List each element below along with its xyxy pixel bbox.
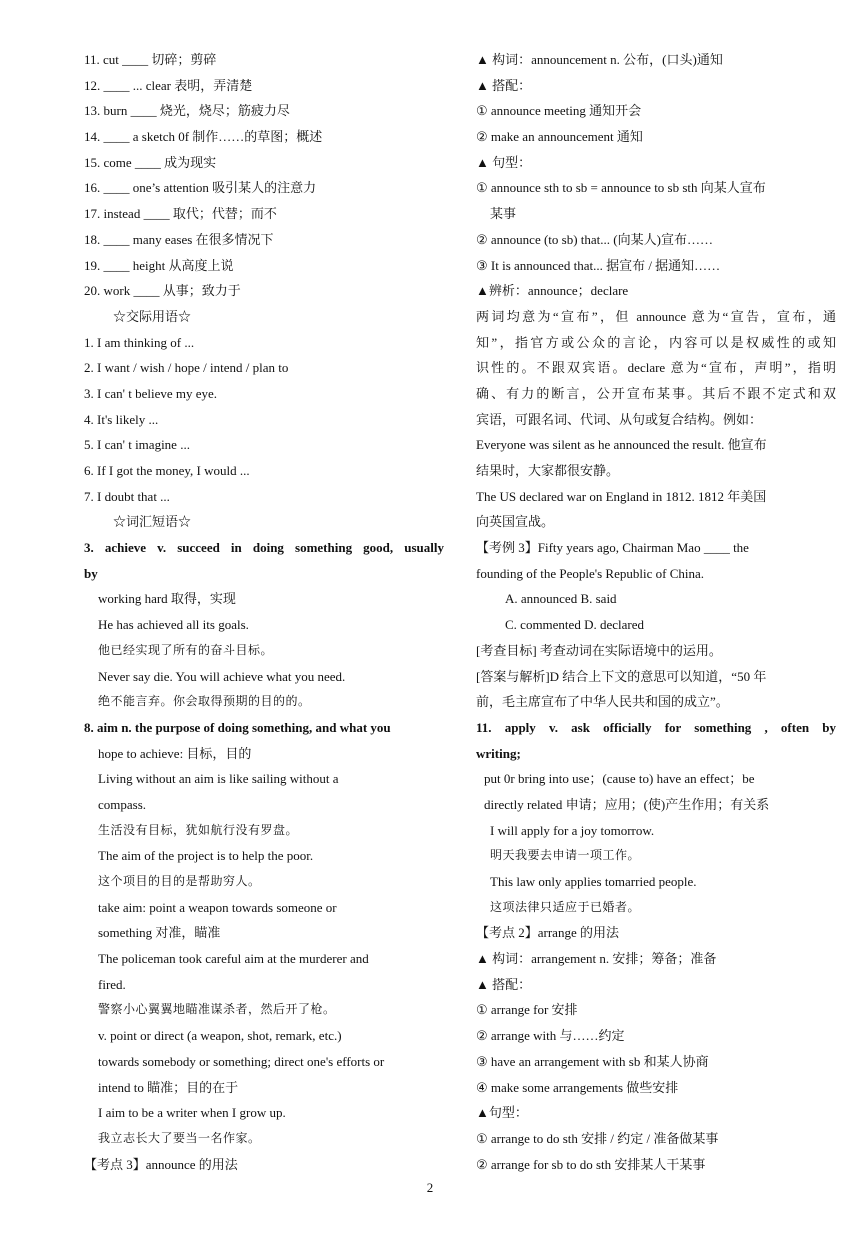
text-line: fired. (98, 976, 126, 992)
text-line: 15. come ____ 成为现实 (84, 154, 217, 170)
text-line: 警察小心翼翼地瞄准谋杀者，然后开了枪。 (98, 1002, 336, 1017)
text-line: 【考例 3】Fifty years ago, Chairman Mao ____ the (476, 540, 749, 556)
text-line: C. commented D. declared (505, 617, 644, 633)
text-line: ▲句型： (476, 1105, 528, 1121)
text-line: intend to 瞄准；目的在于 (98, 1079, 239, 1095)
text-line: 前，毛主席宣布了中华人民共和国的成立”。 (476, 694, 729, 710)
text-line: 6. If I got the money, I would ... (84, 463, 250, 478)
text-line: 13. burn ____ 烧光，烧尽；筋疲力尽 (84, 103, 290, 119)
text-line: 明天我要去申请一项工作。 (490, 848, 641, 863)
text-line: 绝不能言弃。你会取得预期的目的的。 (98, 694, 311, 709)
text-line: 7. I doubt that ... (84, 488, 170, 504)
text-line: ① arrange for 安排 (476, 1002, 578, 1018)
text-line: Living without an aim is like sailing without a (98, 771, 339, 787)
text-line: by (84, 565, 98, 581)
text-line: 识性的。不跟双宾语。declare 意为“宣布，声明”，指明 (476, 360, 836, 376)
text-line: The policeman took careful aim at the murderer and (98, 951, 369, 967)
text-line: founding of the People's Republic of China. (476, 565, 705, 581)
text-line: take aim: point a weapon towards someone or (98, 899, 337, 915)
text-line: ▲ 句型： (476, 154, 532, 170)
text-line: This law only applies tomarried people. (490, 874, 697, 889)
text-line: ② make an announcement 通知 (476, 129, 643, 145)
text-line: 17. instead ____ 取代；代替；而不 (84, 206, 277, 222)
section-heading: ☆交际用语☆ (113, 308, 192, 324)
text-line: The aim of the project is to help the poor. (98, 848, 314, 864)
text-line: ① announce meeting 通知开会 (476, 103, 642, 119)
text-line: 我立志长大了要当一名作家。 (98, 1130, 261, 1145)
text-line: He has achieved all its goals. (98, 617, 249, 633)
text-line: 确、有力的断言，公开宣布某事。其后不跟不定式和双 (476, 385, 836, 401)
left-column (84, 47, 444, 1177)
text-line: 这项法律只适应于已婚者。 (490, 899, 641, 914)
text-line: 4. It's likely ... (84, 411, 159, 427)
text-line: 【考点 2】arrange 的用法 (476, 925, 619, 941)
text-line: 结果时，大家都很安静。 (476, 463, 620, 478)
text-line: put 0r bring into use；(cause to) have an effect；be (484, 771, 755, 787)
text-line: ② announce (to sb) that... (向某人)宣布…… (476, 231, 713, 247)
text-line: I aim to be a writer when I grow up. (98, 1105, 286, 1121)
text-line: 5. I can' t imagine ... (84, 437, 190, 453)
text-line: 12. ____ ... clear 表明，弄清楚 (84, 77, 253, 93)
text-line: [考查目标] 考查动词在实际语境中的运用。 (476, 642, 722, 658)
text-line: 16. ____ one’s attention 吸引某人的注意力 (84, 180, 317, 196)
text-line: 宾语，可跟名词、代词、从句或复合结构。例如： (476, 411, 763, 427)
text-line: ▲ 构词：arrangement n. 安排；筹备；准备 (476, 951, 717, 967)
text-line: ② arrange for sb to do sth 安排某人干某事 (476, 1156, 706, 1172)
text-line: The US declared war on England in 1812. 1812 年美国 (476, 488, 767, 504)
text-line: ▲ 搭配： (476, 976, 532, 992)
text-line: ① arrange to do sth 安排 / 约定 / 准备做某事 (476, 1130, 719, 1146)
text-line: towards somebody or something; direct one's efforts or (98, 1053, 385, 1069)
text-line: 19. ____ height 从高度上说 (84, 257, 234, 273)
text-line: 某事 (490, 206, 517, 222)
text-line: something 对准，瞄准 (98, 925, 221, 941)
text-line: 11. apply v. ask officially for something , often by (476, 719, 836, 735)
text-line: 他已经实现了所有的奋斗目标。 (98, 642, 274, 657)
text-line: 两词均意为“宣布”，但 announce 意为“宣告，宣布，通 (476, 308, 836, 324)
text-line: [答案与解析]D 结合上下文的意思可以知道，“50 年 (476, 668, 767, 684)
text-line: 这个项目的目的是帮助穷人。 (98, 874, 261, 888)
text-line: 生活没有目标，犹如航行没有罗盘。 (98, 822, 299, 837)
text-line: directly related 申请；应用；(使)产生作用；有关系 (484, 796, 770, 812)
text-line: ④ make some arrangements 做些安排 (476, 1079, 679, 1095)
text-line: ③ have an arrangement with sb 和某人协商 (476, 1053, 709, 1069)
right-column (476, 47, 836, 1177)
text-line: 【考点 3】announce 的用法 (84, 1156, 238, 1172)
text-line: ② arrange with 与……约定 (476, 1028, 625, 1044)
text-line: 3. achieve v. succeed in doing something good, usually (84, 540, 444, 556)
text-line: 8. aim n. the purpose of doing something, and what you (84, 719, 391, 735)
text-line: ▲ 构词：announcement n. 公布，(口头)通知 (476, 52, 723, 67)
text-line: ▲辨析：announce；declare (476, 283, 629, 299)
text-line: 2. I want / wish / hope / intend / plan to (84, 360, 289, 376)
text-line: ③ It is announced that... 据宣布 / 据通知…… (476, 257, 721, 273)
text-line: I will apply for a joy tomorrow. (490, 822, 655, 838)
section-heading: ☆词汇短语☆ (113, 514, 192, 530)
text-line: compass. (98, 796, 147, 812)
text-line: Never say die. You will achieve what you need. (98, 668, 346, 684)
text-line: 14. ____ a sketch 0f 制作……的草图；概述 (84, 129, 323, 145)
text-line: Everyone was silent as he announced the result. 他宣布 (476, 437, 767, 453)
text-line: A. announced B. said (505, 591, 617, 607)
text-line: 18. ____ many eases 在很多情况下 (84, 231, 274, 247)
text-line: 知”，指官方或公众的言论，内容可以是权威性的或知 (476, 334, 836, 350)
page-number: 2 (426, 1180, 434, 1195)
text-line: 11. cut ____ 切碎；剪碎 (84, 52, 217, 67)
text-line: ▲ 搭配： (476, 77, 532, 93)
text-line: v. point or direct (a weapon, shot, remark, etc.) (98, 1028, 342, 1044)
text-line: 3. I can' t believe my eye. (84, 385, 218, 401)
text-line: 1. I am thinking of ... (84, 334, 195, 350)
text-line: 向英国宣战。 (476, 514, 555, 530)
text-line: 20. work ____ 从事；致力于 (84, 283, 241, 299)
text-line: hope to achieve: 目标，目的 (98, 745, 252, 761)
text-line: writing; (476, 745, 521, 761)
text-line: ① announce sth to sb = announce to sb sth 向某人宣布 (476, 180, 766, 196)
text-line: working hard 取得，实现 (98, 591, 236, 607)
